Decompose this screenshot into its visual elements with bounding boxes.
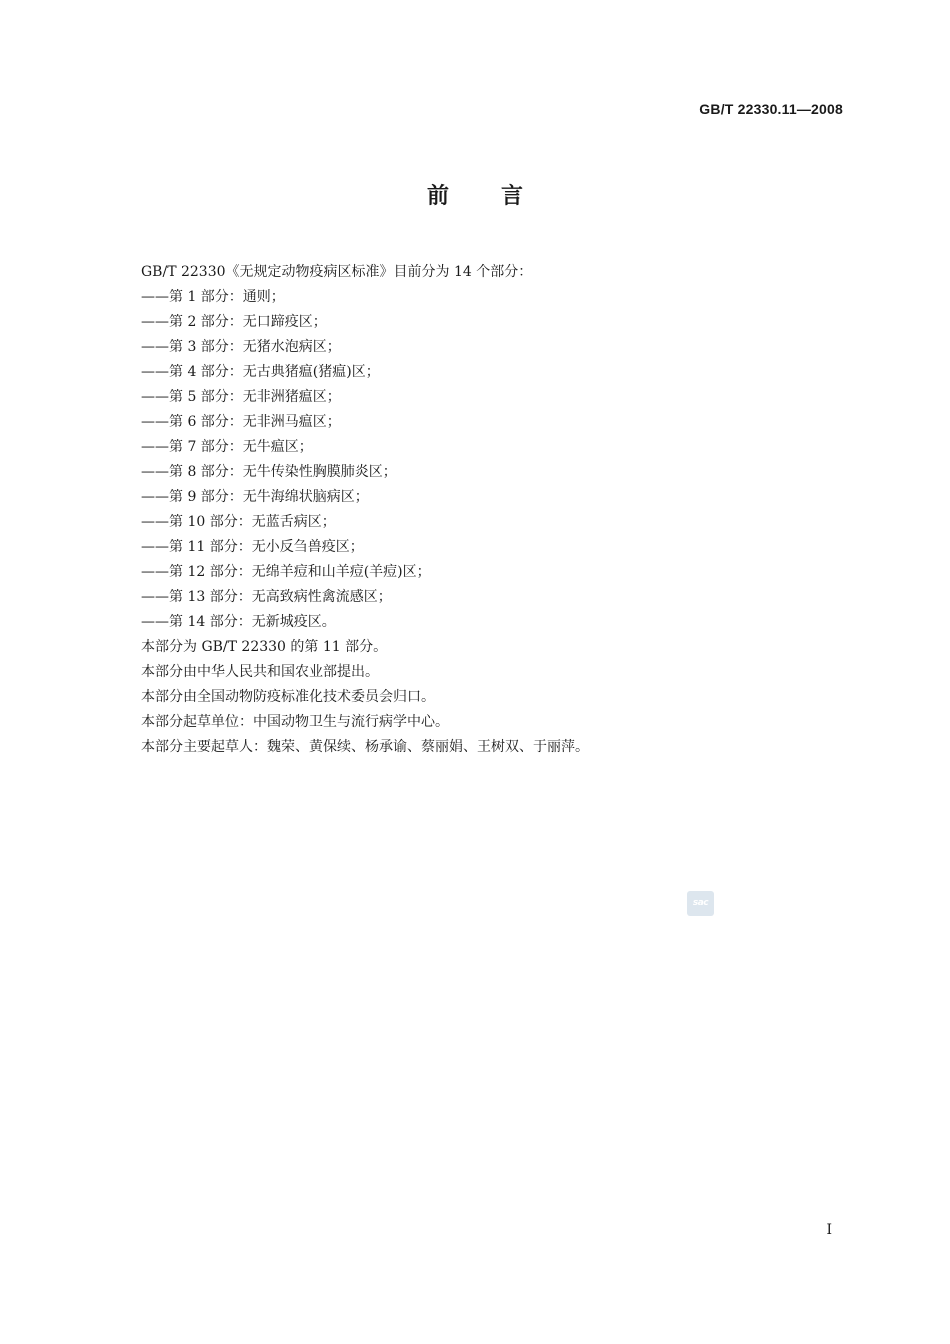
intro-line: GB/T 22330《无规定动物疫病区标准》目前分为 14 个部分： (141, 264, 533, 280)
standard-number: GB/T 22330.11—2008 (699, 101, 843, 117)
part-list-item-9: ——第 9 部分：无牛海绵状脑病区； (141, 489, 369, 505)
proposer-statement: 本部分由中华人民共和国农业部提出。 (141, 664, 379, 680)
part-list-item-4: ——第 4 部分：无古典猪瘟(猪瘟)区； (141, 364, 380, 380)
part-list-item-1: ——第 1 部分：通则； (141, 289, 285, 305)
part-list-item-10: ——第 10 部分：无蓝舌病区； (141, 514, 336, 530)
part-list-item-11: ——第 11 部分：无小反刍兽疫区； (141, 539, 364, 555)
title-char-1: 前 (426, 184, 449, 209)
committee-statement: 本部分由全国动物防疫标准化技术委员会归口。 (141, 689, 435, 705)
part-statement: 本部分为 GB/T 22330 的第 11 部分。 (141, 639, 388, 655)
part-list-item-8: ——第 8 部分：无牛传染性胸膜肺炎区； (141, 464, 397, 480)
drafters-statement: 本部分主要起草人：魏荣、黄保续、杨承谕、蔡丽娟、王树双、于丽萍。 (141, 739, 589, 755)
part-list-item-2: ——第 2 部分：无口蹄疫区； (141, 314, 327, 330)
foreword-body (141, 260, 861, 760)
part-list-item-3: ——第 3 部分：无猪水泡病区； (141, 339, 341, 355)
part-list-item-7: ——第 7 部分：无牛瘟区； (141, 439, 313, 455)
part-list-item-12: ——第 12 部分：无绵羊痘和山羊痘(羊痘)区； (141, 564, 431, 580)
page-number: I (826, 1222, 832, 1238)
sac-watermark-logo: sac (687, 891, 714, 916)
part-list-item-14: ——第 14 部分：无新城疫区。 (141, 614, 336, 630)
title-char-2: 言 (501, 184, 524, 209)
page-title (0, 182, 950, 212)
part-list-item-6: ——第 6 部分：无非洲马瘟区； (141, 414, 341, 430)
part-list-item-5: ——第 5 部分：无非洲猪瘟区； (141, 389, 341, 405)
drafting-unit-statement: 本部分起草单位：中国动物卫生与流行病学中心。 (141, 714, 449, 730)
part-list-item-13: ——第 13 部分：无高致病性禽流感区； (141, 589, 392, 605)
